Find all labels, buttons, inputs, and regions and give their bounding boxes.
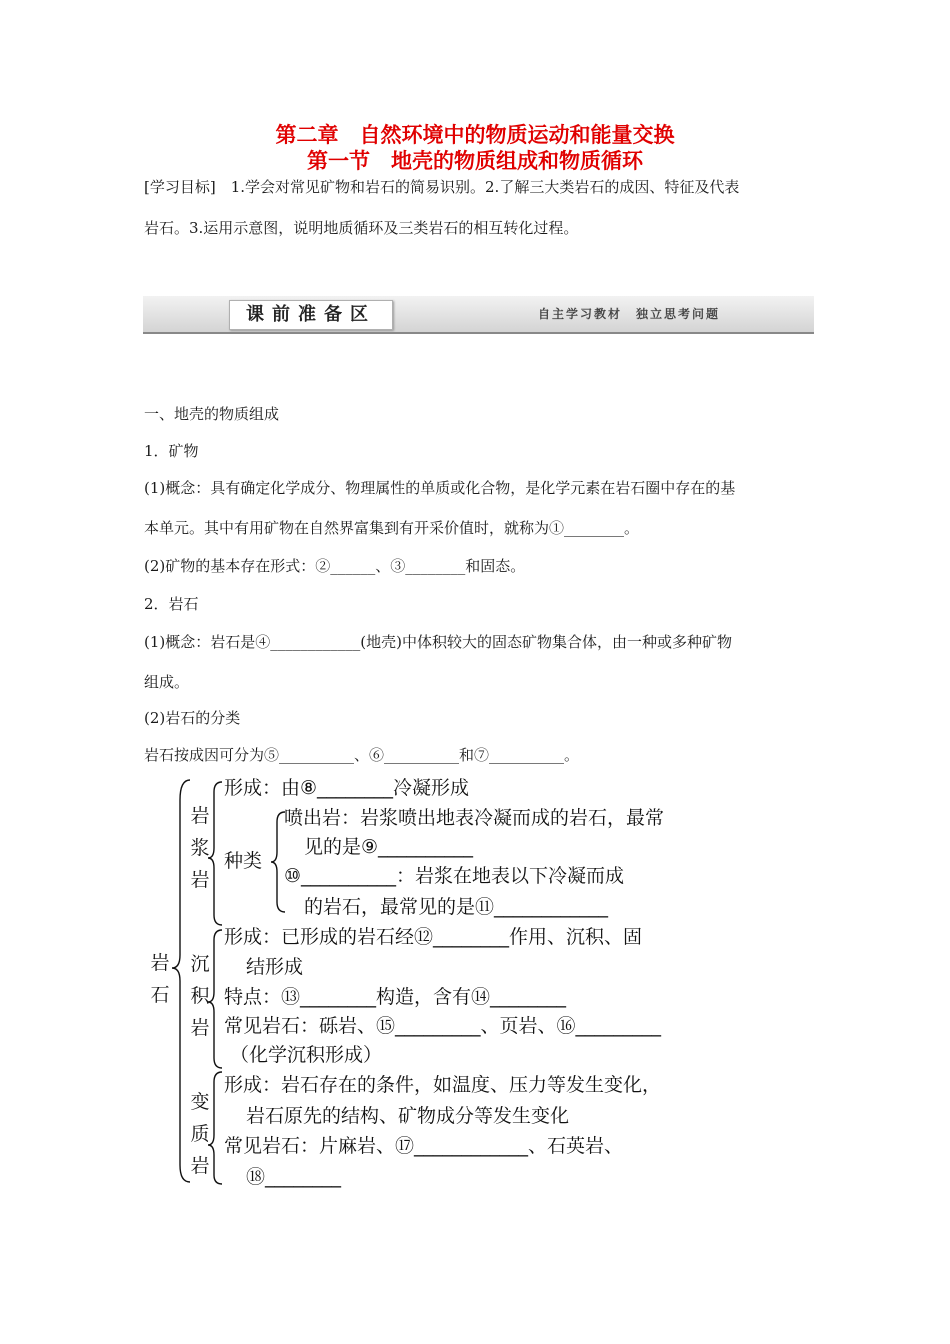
igneous-types-label: 种类	[224, 850, 263, 872]
sedimentary-examples-line-2: （化学沉积形成）	[230, 1044, 383, 1066]
sedimentary-features: 特点：⑬________构造，含有⑭________	[224, 986, 567, 1008]
objectives-line-2: 岩石。3.运用示意图，说明地质循环及三类岩石的相互转化过程。	[144, 219, 579, 237]
rocks-classification-heading: (2)岩石的分类	[144, 709, 241, 727]
types-brace	[271, 812, 285, 912]
minerals-concept-line-2: 本单元。其中有用矿物在自然界富集到有开采价值时，就称为①________。	[144, 519, 640, 537]
section-banner	[143, 296, 814, 334]
metamorphic-label: 变质岩	[190, 1091, 210, 1177]
root-label: 岩石	[150, 952, 170, 1006]
intrusive-line-2: 的岩石，最常见的是⑪____________	[304, 896, 609, 918]
sedimentary-label: 沉积岩	[190, 953, 210, 1039]
minerals-forms: (2)矿物的基本存在形式：②______、③________和固态。	[144, 557, 526, 575]
section-title: 第一节 地壳的物质组成和物质循环	[307, 149, 643, 173]
rocks-concept-line-2: 组成。	[144, 673, 190, 691]
extrusive-line-2: 见的是⑨__________	[304, 836, 474, 858]
rocks-concept-line-1: (1)概念：岩石是④____________(地壳)中体积较大的固态矿物集合体，由一种或多种矿物	[144, 633, 732, 651]
metamorphic-formation-line-1: 形成：岩石存在的条件，如温度、压力等发生变化，	[224, 1074, 662, 1096]
heading-crust-composition: 一、地壳的物质组成	[144, 405, 280, 423]
rocks-classification-text: 岩石按成因可分为⑤__________、⑥__________和⑦__________。	[144, 746, 580, 764]
metamorphic-examples-line-2: ⑱________	[246, 1166, 342, 1188]
chapter-title: 第二章 自然环境中的物质运动和能量交换	[275, 123, 675, 147]
banner-subtitle: 自主学习教材 独立思考问题	[537, 307, 720, 321]
extrusive-line-1: 喷出岩：岩浆喷出地表冷凝而成的岩石，最常	[284, 807, 665, 829]
igneous-label: 岩浆岩	[190, 805, 210, 891]
heading-minerals: 1．矿物	[144, 442, 199, 460]
metamorphic-examples-line-1: 常见岩石：片麻岩、⑰____________、石英岩、	[224, 1135, 624, 1157]
sedimentary-examples-line-1: 常见岩石：砾岩、⑮_________、页岩、⑯_________	[224, 1015, 662, 1037]
banner-tab-label: 课前准备区	[229, 300, 393, 330]
igneous-formation: 形成：由⑧________冷凝形成	[224, 777, 470, 799]
sedimentary-formation-line-2: 结形成	[246, 956, 304, 978]
objectives-line-1: [学习目标] 1.学会对常见矿物和岩石的简易识别。2.了解三大类岩石的成因、特征及代表	[144, 178, 740, 196]
metamorphic-formation-line-2: 岩石原先的结构、矿物成分等发生变化	[246, 1105, 570, 1127]
heading-rocks: 2．岩石	[144, 595, 199, 613]
minerals-concept-line-1: (1)概念：具有确定化学成分、物理属性的单质或化合物，是化学元素在岩石圈中存在的基	[144, 479, 736, 497]
sedimentary-formation-line-1: 形成：已形成的岩石经⑫________作用、沉积、固	[224, 926, 643, 948]
intrusive-line-1: ⑩__________：岩浆在地表以下冷凝而成	[284, 865, 625, 887]
